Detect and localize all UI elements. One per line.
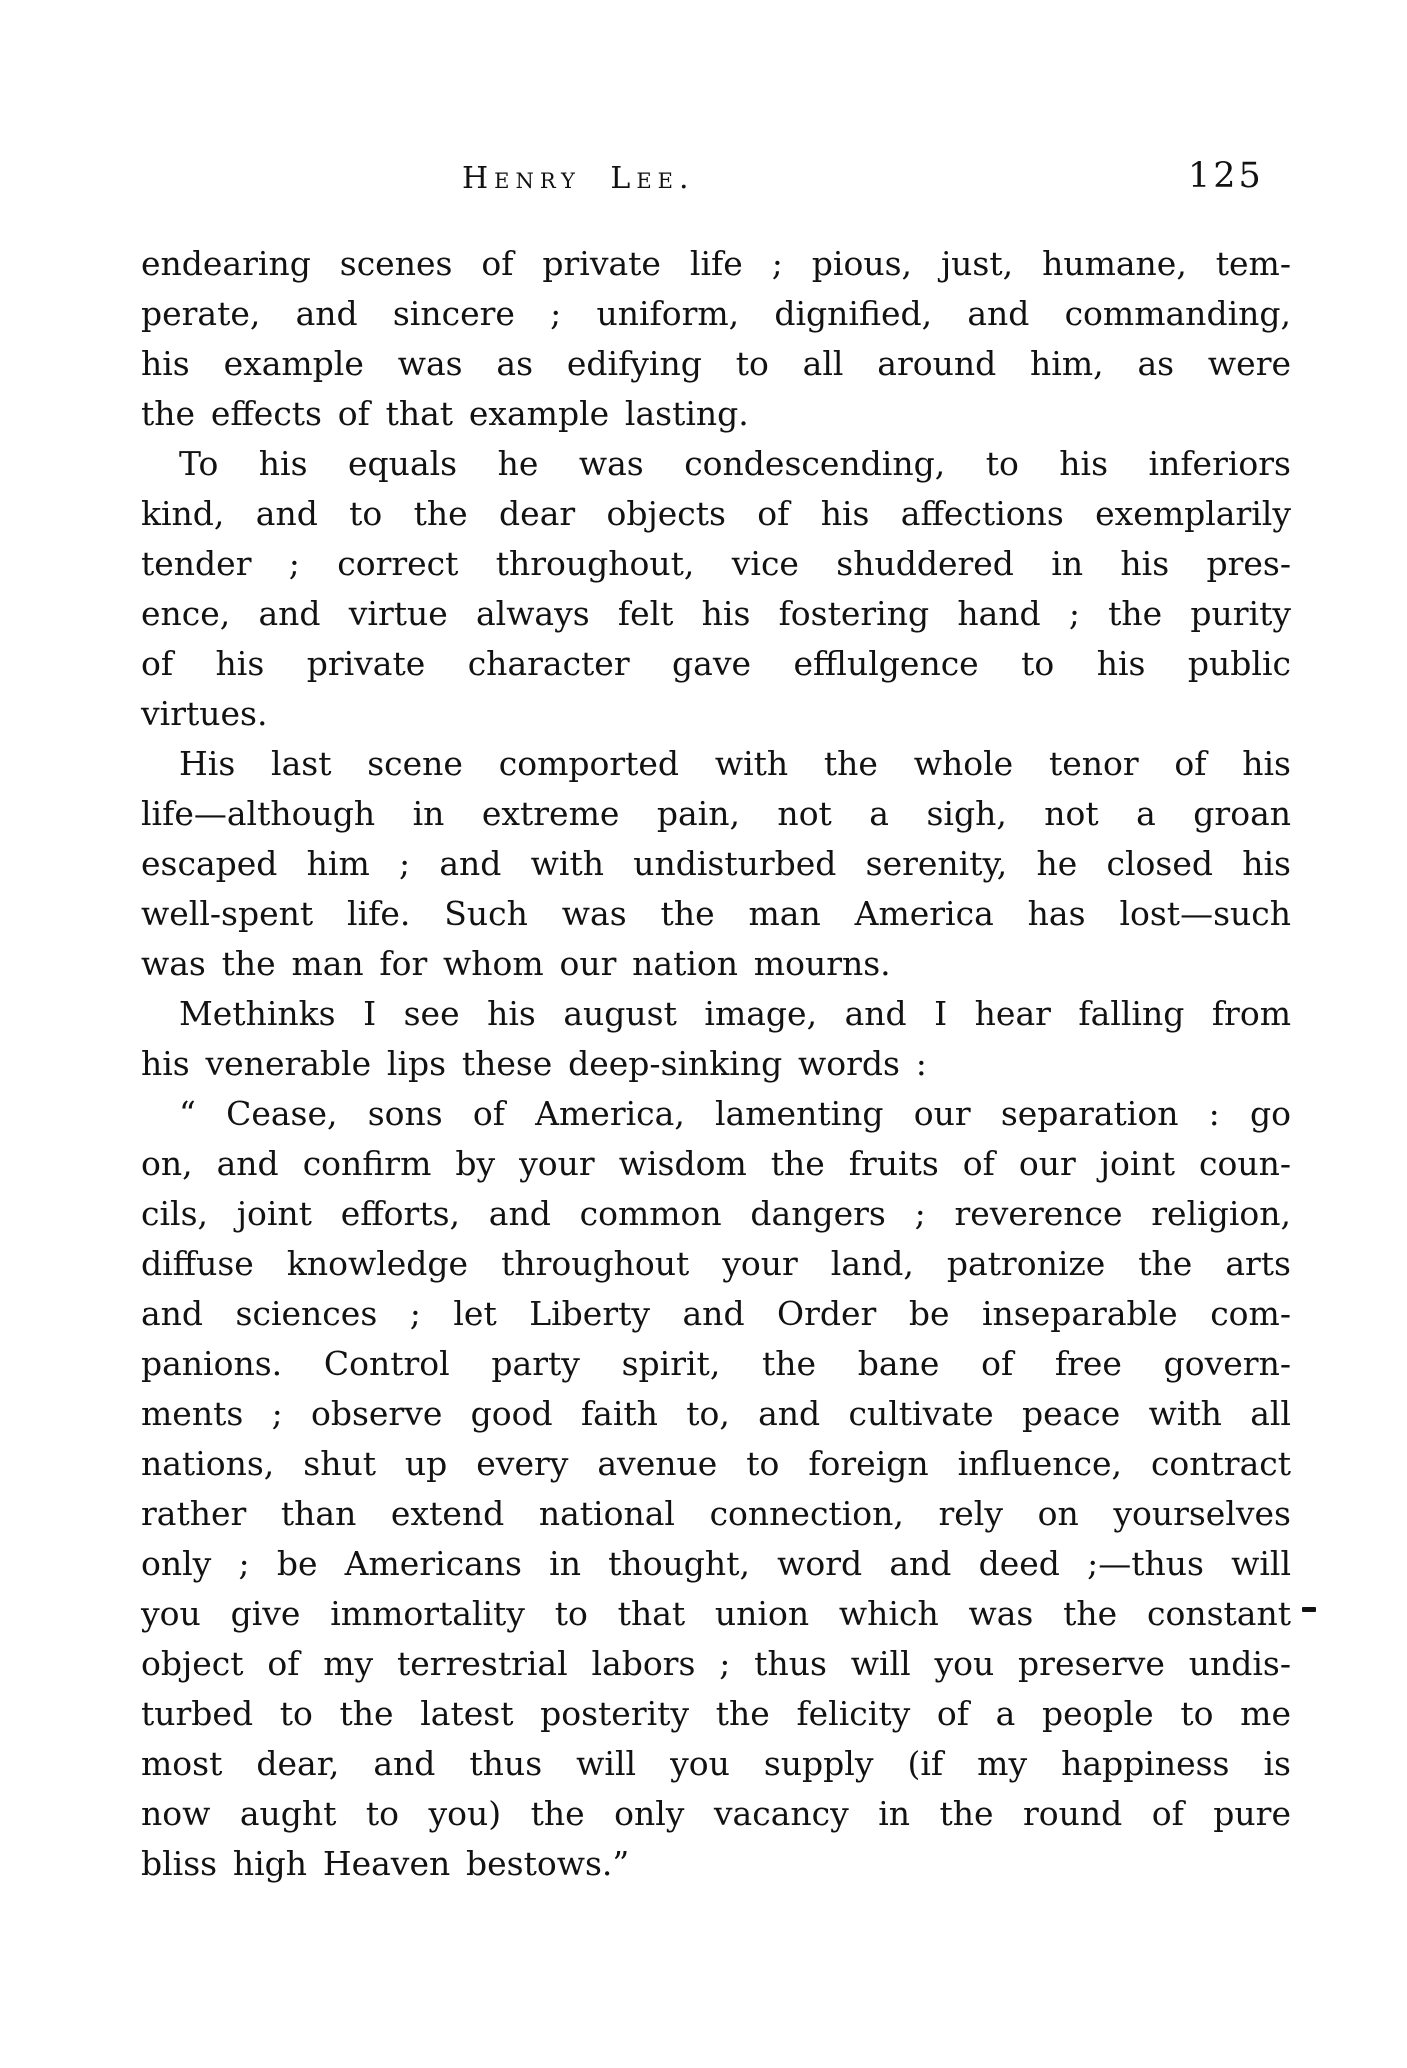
text-line: bliss high Heaven bestows.” xyxy=(141,1844,630,1883)
text-line: turbed to the latest posterity the felicity of a people to me xyxy=(141,1694,1291,1733)
text-line: on, and confirm by your wisdom the fruits of our joint coun- xyxy=(141,1144,1291,1183)
text-line: only ; be Americans in thought, word and deed ;—thus will xyxy=(141,1544,1291,1583)
paragraph xyxy=(141,439,1291,739)
text-line: kind, and to the dear objects of his affections exemplarily xyxy=(141,494,1291,533)
text-line: virtues. xyxy=(141,694,268,733)
text-line: rather than extend national connection, rely on yourselves xyxy=(141,1494,1291,1533)
paragraph xyxy=(141,739,1291,989)
text-line: and sciences ; let Liberty and Order be inseparable com- xyxy=(141,1294,1291,1333)
page-number: 125 xyxy=(1188,156,1264,196)
running-head: Henry Lee. xyxy=(462,161,695,196)
paragraph xyxy=(141,1089,1291,1889)
text-line: nations, shut up every avenue to foreign influence, contract xyxy=(141,1444,1291,1483)
text-line: diffuse knowledge throughout your land, patronize the arts xyxy=(141,1244,1291,1283)
text-line: To his equals he was condescending, to his inferiors xyxy=(179,444,1291,483)
text-line: tender ; correct throughout, vice shuddered in his pres- xyxy=(141,544,1291,583)
text-line: now aught to you) the only vacancy in the round of pure xyxy=(141,1794,1291,1833)
paragraph xyxy=(141,239,1291,439)
text-line: escaped him ; and with undisturbed serenity, he closed his xyxy=(141,844,1291,883)
text-line: of his private character gave efflulgence to his public xyxy=(141,644,1291,683)
text-line: cils, joint efforts, and common dangers ; reverence religion, xyxy=(141,1194,1291,1233)
text-line: life—although in extreme pain, not a sigh, not a groan xyxy=(141,794,1291,833)
text-line: object of my terrestrial labors ; thus will you preserve undis- xyxy=(141,1644,1291,1683)
text-line: his venerable lips these deep-sinking words : xyxy=(141,1044,927,1083)
text-line: well-spent life. Such was the man America has lost—such xyxy=(141,894,1291,933)
text-line: panions. Control party spirit, the bane of free govern- xyxy=(141,1344,1291,1383)
text-line: you give immortality to that union which was the constant xyxy=(141,1594,1291,1633)
text-line: Methinks I see his august image, and I hear falling from xyxy=(179,994,1291,1033)
text-line: the effects of that example lasting. xyxy=(141,394,749,433)
text-line: endearing scenes of private life ; pious, just, humane, tem- xyxy=(141,244,1291,283)
text-line: His last scene comported with the whole tenor of his xyxy=(179,744,1291,783)
text-line: “ Cease, sons of America, lamenting our separation : go xyxy=(179,1094,1291,1133)
text-line: his example was as edifying to all around him, as were xyxy=(141,344,1291,383)
body-text xyxy=(141,239,1291,1889)
text-line: was the man for whom our nation mourns. xyxy=(141,944,891,983)
paragraph xyxy=(141,989,1291,1089)
text-line: ments ; observe good faith to, and cultivate peace with all xyxy=(141,1394,1291,1433)
text-line: most dear, and thus will you supply (if my happiness is xyxy=(141,1744,1291,1783)
margin-mark xyxy=(1302,1607,1316,1612)
text-line: ence, and virtue always felt his fostering hand ; the purity xyxy=(141,594,1291,633)
text-line: perate, and sincere ; uniform, dignified, and commanding, xyxy=(141,294,1291,333)
